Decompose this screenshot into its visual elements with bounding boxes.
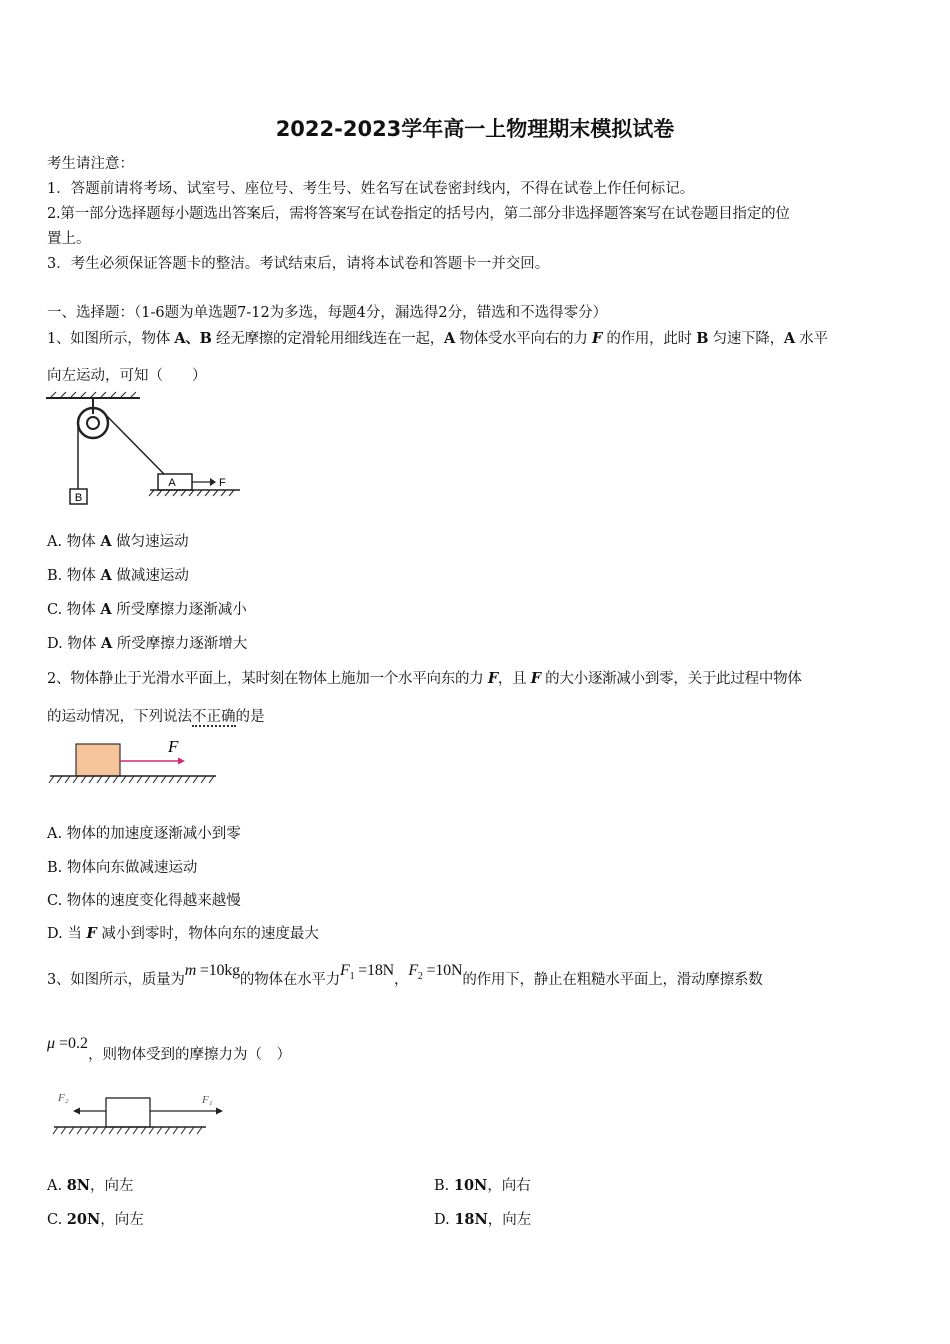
q1-label-f: F [219, 477, 226, 489]
section-heading: 一、选择题：（1-6题为单选题7-12为多选，每题4分，漏选得2分，错选和不选得零分） [47, 305, 608, 321]
notice-heading: 考生请注意： [47, 156, 134, 172]
q1-stem-line2: 向左运动，可知（ ） [47, 368, 207, 384]
q1-label-b: B [74, 492, 83, 504]
q1-stem-line1: 1、如图所示，物体 A、B 经无摩擦的定滑轮用细线连在一起，A 物体受水平向右的力 F 的作用，此时 B 匀速下降，A 水平 [47, 330, 828, 347]
q3-label-f2: F₂ [58, 1092, 69, 1104]
q2-option-c: C. 物体的速度变化得越来越慢 [47, 893, 241, 909]
q3-force-figure [50, 1088, 240, 1143]
q1-option-a: A. 物体 A 做匀速运动 [47, 533, 189, 550]
q2-block [76, 744, 120, 776]
q3-option-b: B. 10N，向右 [434, 1177, 531, 1194]
q1-option-b: B. 物体 A 做减速运动 [47, 567, 189, 584]
q1-pulley-figure [40, 392, 255, 512]
q3-stem-line1: 3、如图所示，质量为m =10kg的物体在水平力$F_1 =18N$，$F_2 =10N$的作用下，静止在粗糙水平面上，滑动摩擦系数 [47, 962, 763, 988]
q3-option-a: A. 8N，向左 [47, 1177, 134, 1194]
q2-block-figure [46, 735, 226, 790]
q2-label-f: F [168, 737, 179, 756]
notice-item-3: 3．考生必须保证答题卡的整洁。考试结束后，请将本试卷和答题卡一并交回。 [47, 256, 550, 272]
page-title: 2022-2023学年高一上物理期末模拟试卷 [275, 117, 675, 141]
q3-label-f1: F₁ [202, 1094, 213, 1106]
q3-option-d: D. 18N，向左 [434, 1211, 532, 1228]
q1-option-c: C. 物体 A 所受摩擦力逐渐减小 [47, 601, 247, 618]
q2-option-d: D. 当 F 减小到零时，物体向东的速度最大 [47, 925, 319, 942]
notice-item-2-cont: 置上。 [47, 231, 91, 247]
q3-stem-line2: μ =0.2，则物体受到的摩擦力为（ ） [47, 1035, 292, 1063]
notice-item-2: 2.第一部分选择题每小题选出答案后，需将答案写在试卷指定的括号内，第二部分非选择题答案写在试卷题目指定的位 [47, 206, 790, 222]
q3-option-c: C. 20N，向左 [47, 1211, 144, 1228]
q2-option-a: A. 物体的加速度逐渐减小到零 [47, 826, 241, 842]
q2-stem-line2: 的运动情况，下列说法不正确的是 [47, 709, 265, 725]
q2-option-b: B. 物体向东做减速运动 [47, 860, 198, 876]
q2-stem-line1: 2、物体静止于光滑水平面上，某时刻在物体上施加一个水平向东的力 F，且 F 的大小逐渐减小到零，关于此过程中物体 [47, 670, 802, 687]
q1-option-d: D. 物体 A 所受摩擦力逐渐增大 [47, 635, 248, 652]
notice-item-1: 1．答题前请将考场、试室号、座位号、考生号、姓名写在试卷密封线内，不得在试卷上作任何标记。 [47, 181, 695, 197]
q1-label-a: A [168, 477, 176, 489]
